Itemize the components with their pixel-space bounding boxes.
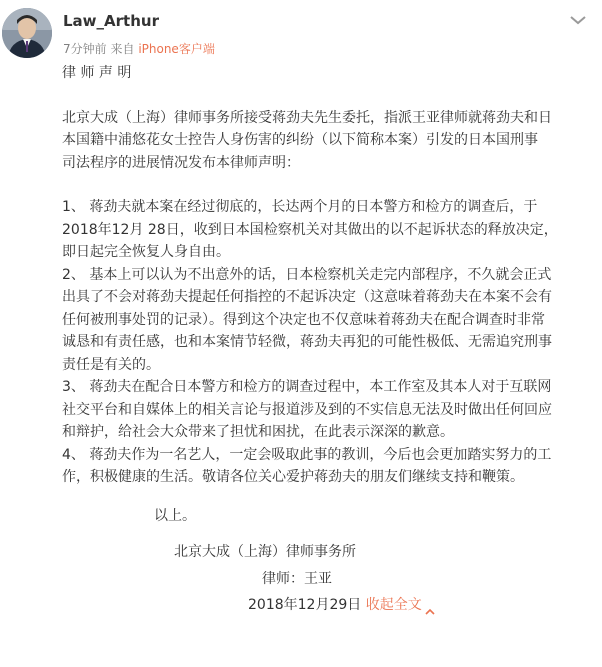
post-body <box>62 62 592 617</box>
post-time[interactable]: 7分钟前 <box>63 42 107 56</box>
intro-line: 司法程序的进展情况发布本律师声明： <box>62 154 300 171</box>
firm-name: 北京大成（上海）律师事务所 <box>174 544 356 560</box>
statement-line: 作，积极健康的生活。敬请各位关心爱护蒋劲夫的朋友们继续支持和鞭策。 <box>62 469 524 485</box>
statement-date: 2018年12月29日 <box>248 597 362 613</box>
statement-line: 2018年12月 28日，收到日本国检察机关对其做出的以不起诉状态的释放决定， <box>62 221 558 238</box>
statement-line: 4、 蒋劲夫作为一名艺人，一定会吸取此事的教训，今后也会更加踏实努力的工 <box>62 446 552 463</box>
avatar[interactable] <box>2 8 52 58</box>
post-title: 律 师 声 明 <box>62 65 132 81</box>
statement-item-2 <box>62 264 592 377</box>
intro-line: 北京大成（上海）律师事务所接受蒋劲夫先生委托，指派王亚律师就蒋劲夫和日 <box>62 109 552 126</box>
statement-line: 即日起完全恢复人身自由。 <box>62 244 230 260</box>
lawyer-name: 律师：王亚 <box>262 570 332 587</box>
statement-line: 2、 基本上可以认为不出意外的话，日本检察机关走完内部程序，不久就会正式 <box>62 266 552 283</box>
statement-line: 诚恳和有责任感，也和本案情节轻微，蒋劲夫再犯的可能性极低、无需追究刑事 <box>62 334 552 350</box>
statement-line: 出具了不会对蒋劲夫提起任何指控的不起诉决定（这意味着蒋劲夫在本案不会有 <box>62 289 552 305</box>
statement-line: 1、 蒋劲夫就本案在经过彻底的，长达两个月的日本警方和检方的调查后，于 <box>62 199 538 215</box>
statement-line: 责任是有关的。 <box>62 356 160 373</box>
statement-line: 任何被刑事处罚的记录）。得到这个决定也不仅意味着蒋劲夫在配合调查时非常 <box>62 311 545 328</box>
statement-line: 3、 蒋劲夫在配合日本警方和检方的调查过程中，本工作室及其本人对于互联网 <box>62 379 552 395</box>
statement-line: 社交平台和自媒体上的相关言论与报道涉及到的不实信息无法及时做出任何回应 <box>62 401 552 418</box>
post-meta <box>63 40 215 57</box>
post-header <box>0 0 602 66</box>
chevron-down-icon[interactable] <box>568 12 588 26</box>
source-prefix: 来自 <box>110 42 135 56</box>
statement-item-3 <box>62 376 592 444</box>
date-row <box>62 594 592 617</box>
intro-paragraph <box>62 107 592 175</box>
statement-item-1 <box>62 196 592 264</box>
collapse-label[interactable]: 收起全文 <box>365 597 422 613</box>
intro-line: 本国籍中浦悠花女士控告人身伤害的纠纷（以下简称本案）引发的日本国刑事 <box>62 132 538 148</box>
statement-line: 和辩护，给社会大众带来了担忧和困扰，在此表示深深的歉意。 <box>62 424 454 440</box>
closing-text: 以上。 <box>154 507 196 524</box>
statement-item-4 <box>62 444 592 489</box>
collapse-button[interactable] <box>366 597 435 613</box>
post-source[interactable]: iPhone客户端 <box>138 42 215 56</box>
username[interactable]: Law_Arthur <box>63 12 159 30</box>
collapse-up-icon[interactable] <box>425 601 435 609</box>
